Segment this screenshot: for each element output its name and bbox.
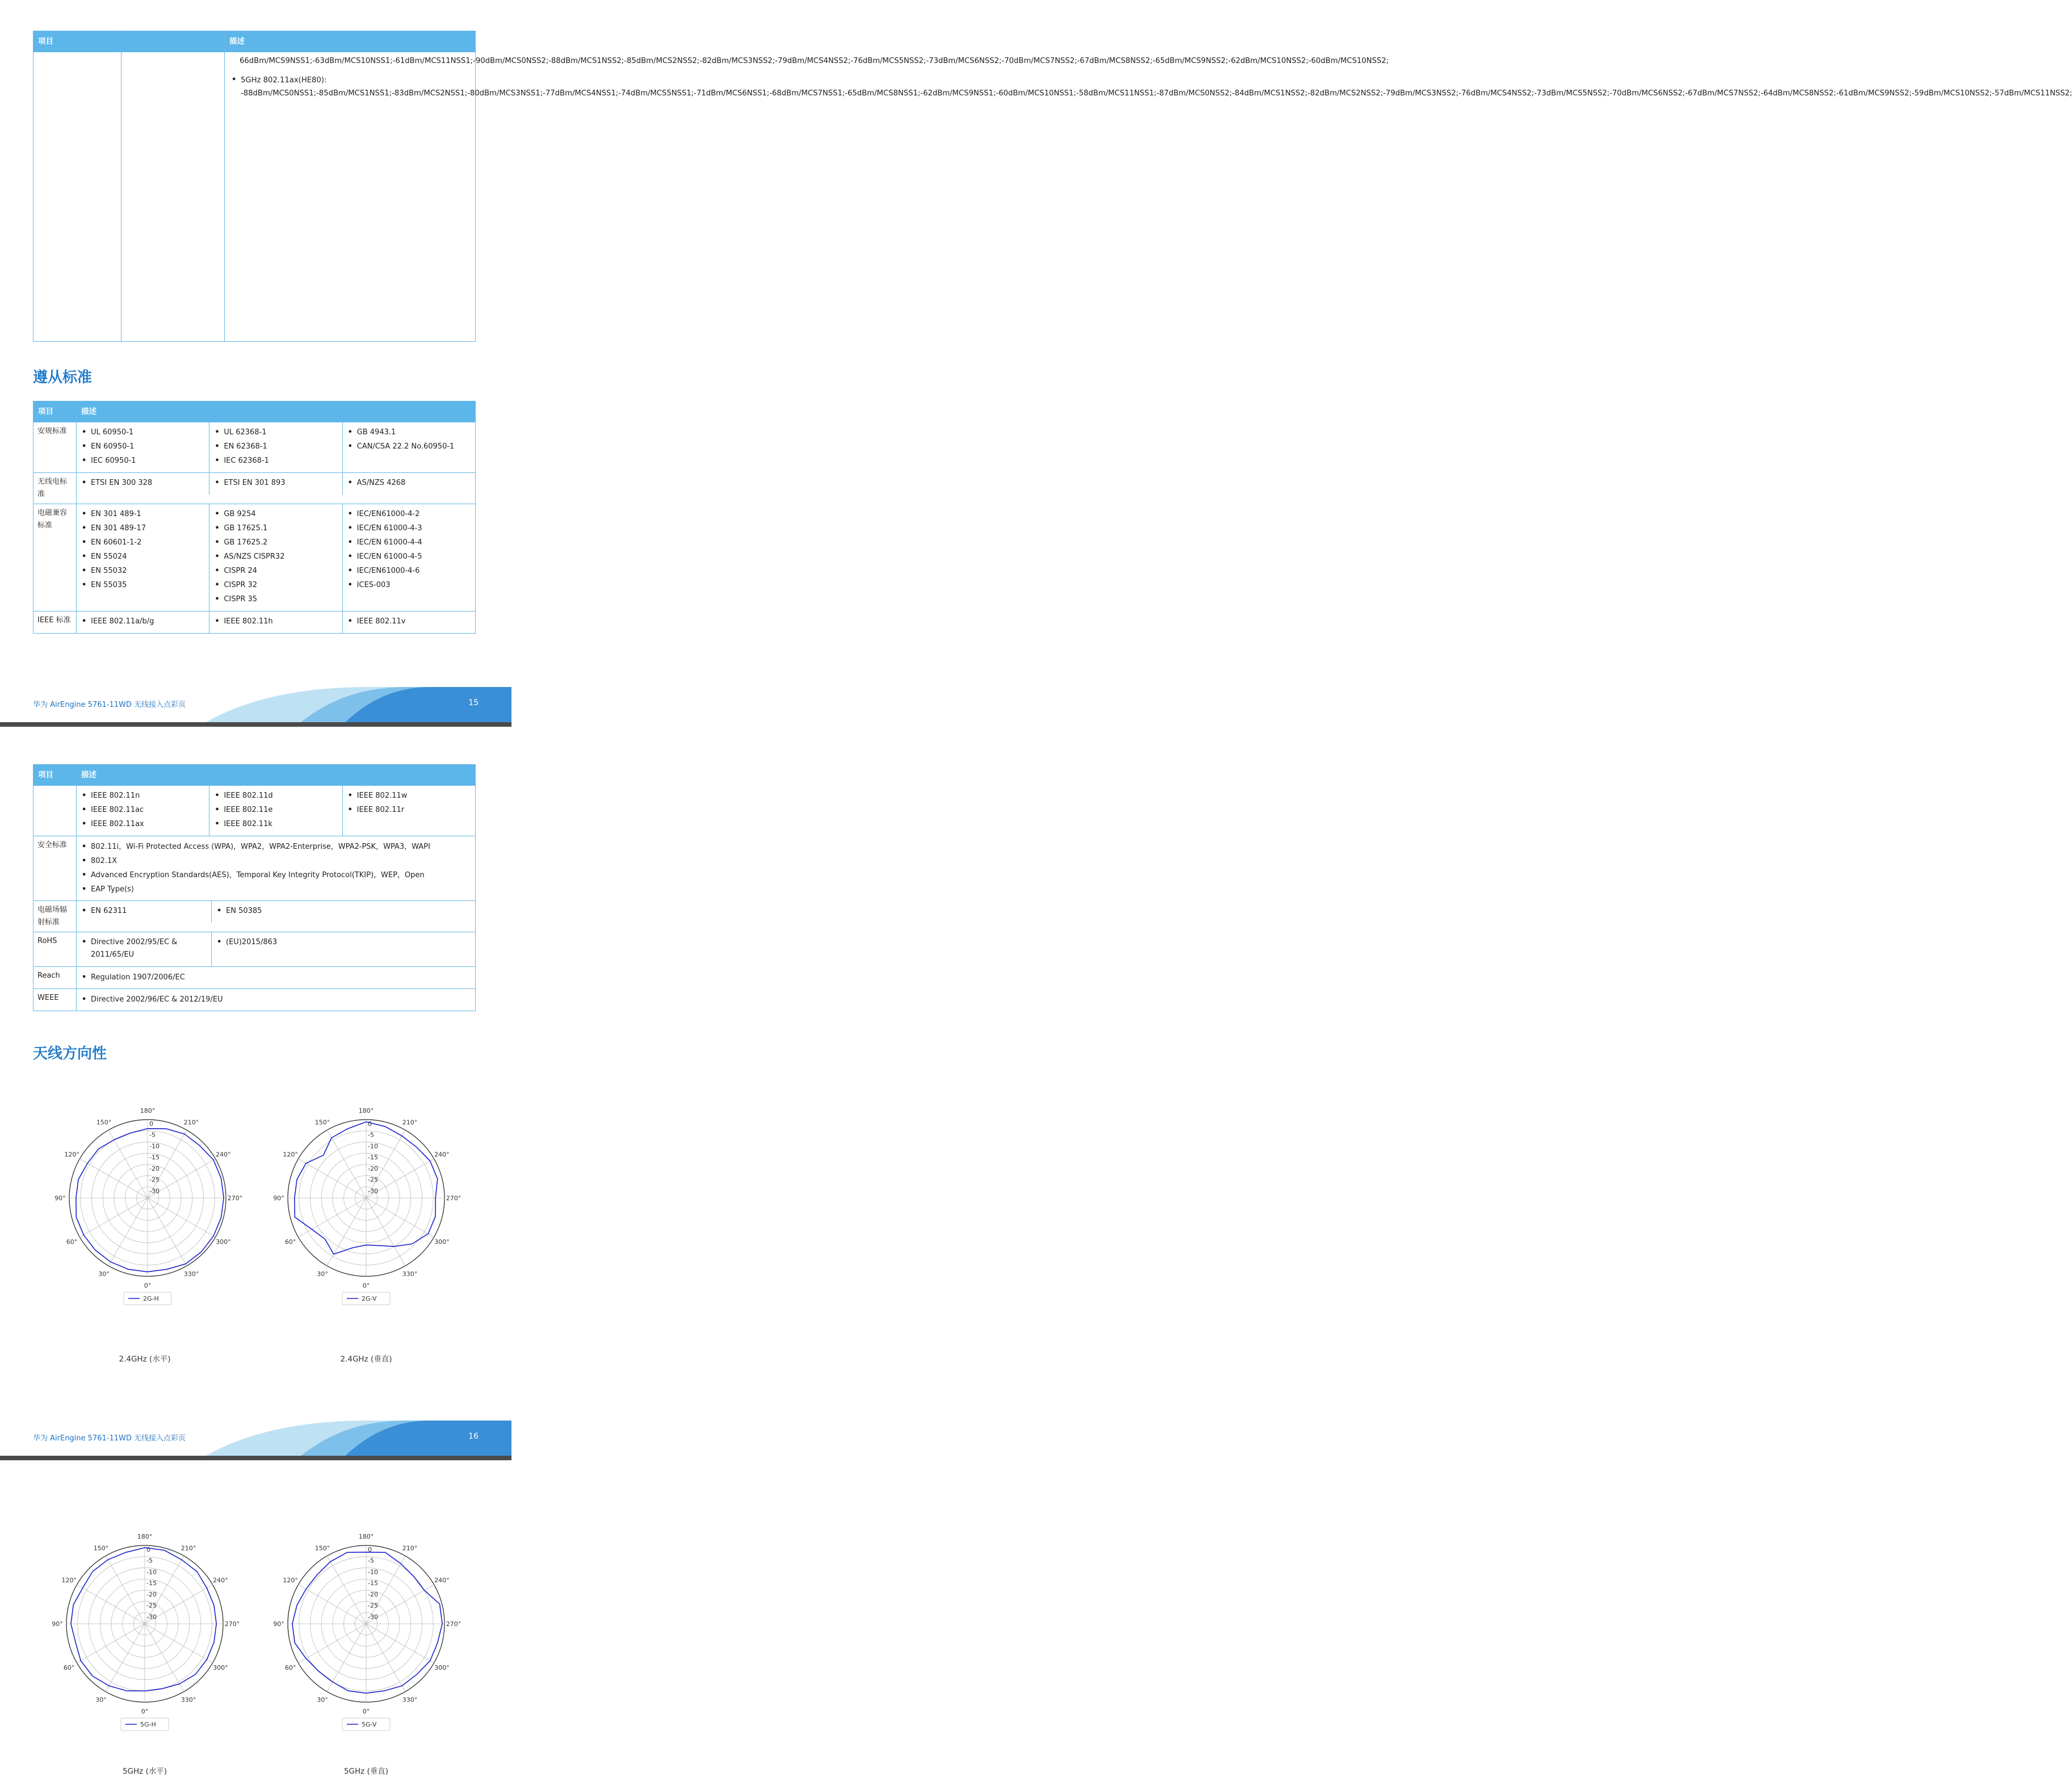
angle-label: 210° xyxy=(183,1118,199,1126)
list-item: • ETSI EN 300 328 xyxy=(81,477,205,489)
row-label: 安全标准 xyxy=(33,836,77,901)
series-line-2g-h xyxy=(76,1129,224,1272)
angle-label: 0° xyxy=(362,1708,370,1715)
angle-label: 300° xyxy=(434,1238,450,1246)
radial-tick-label: -15 xyxy=(368,1154,378,1162)
list-item: • GB 17625.2 xyxy=(213,537,338,549)
standards-column xyxy=(343,611,475,633)
angle-label: 300° xyxy=(216,1238,231,1246)
polar-chart-2g-v xyxy=(273,1107,462,1317)
angle-label: 30° xyxy=(98,1270,110,1278)
standards-column xyxy=(343,786,475,836)
angle-label: 90° xyxy=(52,1620,63,1628)
list-item: • IEEE 802.11k xyxy=(213,818,338,831)
angle-label: 0° xyxy=(362,1282,370,1289)
radial-tick-label: -10 xyxy=(146,1568,157,1576)
angle-label: 90° xyxy=(54,1195,66,1202)
row-label: 无线电标准 xyxy=(33,473,77,504)
row-label: RoHS xyxy=(33,932,77,967)
list-item: • CAN/CSA 22.2 No.60950-1 xyxy=(347,441,471,453)
row-ieee-cont xyxy=(33,786,476,836)
radial-tick-label: -30 xyxy=(149,1187,160,1195)
angle-label: 150° xyxy=(314,1118,330,1126)
angle-label: 300° xyxy=(434,1664,450,1671)
list-item: • IEC/EN61000-4-2 xyxy=(347,508,471,521)
chart-caption-5g-h: 5GHz (水平) xyxy=(122,1767,167,1776)
standards-column xyxy=(77,504,209,611)
standards-column xyxy=(77,473,209,495)
footer-band-16 xyxy=(0,1415,511,1460)
list-item: • Directive 2002/95/EC & 2011/65/EU xyxy=(81,936,207,961)
angle-label: 30° xyxy=(95,1696,107,1704)
angle-label: 120° xyxy=(283,1151,298,1158)
radial-tick-label: -25 xyxy=(368,1176,378,1184)
row-radio xyxy=(33,473,476,504)
angle-label: 30° xyxy=(317,1696,328,1704)
standards-column xyxy=(209,611,342,633)
col-header-desc: 描述 xyxy=(77,401,476,422)
list-item: • EAP Type(s) xyxy=(81,883,471,896)
list-item: • Advanced Encryption Standards(AES)，Temporal Key Integrity Protocol(TKIP)，WEP，Open xyxy=(81,869,471,882)
list-item: • CISPR 24 xyxy=(213,565,338,577)
row-label: IEEE 标准 xyxy=(33,611,77,634)
standards-column xyxy=(209,473,342,495)
row-reach xyxy=(33,967,476,989)
list-item: • AS/NZS CISPR32 xyxy=(213,551,338,563)
grid-spoke xyxy=(108,1130,148,1198)
row-label: 电磁兼容标准 xyxy=(33,504,77,611)
row-ieee xyxy=(33,611,476,634)
angle-label: 90° xyxy=(273,1620,284,1628)
radial-tick-label: -30 xyxy=(368,1613,378,1621)
list-item: • IEC/EN 61000-4-4 xyxy=(347,537,471,549)
grid-spoke xyxy=(145,1624,184,1692)
list-item: • Directive 2002/96/EC & 2012/19/EU xyxy=(81,994,471,1006)
grid-spoke xyxy=(145,1624,213,1663)
col-header-item: 项目 xyxy=(33,401,77,422)
angle-label: 30° xyxy=(317,1270,328,1278)
list-item: • 802.11i，Wi-Fi Protected Access (WPA)，WPA2，WPA2-Enterprise，WPA2-PSK，WPA3，WAPI xyxy=(81,841,471,853)
legend-label: 5G-H xyxy=(140,1721,156,1728)
standards-column xyxy=(343,504,475,611)
radial-tick-label: -20 xyxy=(149,1164,160,1172)
list-item: • GB 4943.1 xyxy=(347,426,471,439)
polar-chart-2g-h xyxy=(54,1107,243,1317)
legend-label: 5G-V xyxy=(362,1721,377,1728)
page-number: 16 xyxy=(468,1432,479,1441)
list-item: • IEC 62368-1 xyxy=(213,455,338,467)
list-item: • Regulation 1907/2006/EC xyxy=(81,971,471,984)
chart-caption-2g-v: 2.4GHz (垂直) xyxy=(340,1355,392,1364)
grid-spoke xyxy=(148,1198,187,1266)
list-item: • EN 62368-1 xyxy=(213,441,338,453)
polar-chart-svg xyxy=(273,1107,462,1317)
grid-spoke xyxy=(298,1159,366,1198)
angle-label: 150° xyxy=(96,1118,112,1126)
angle-label: 210° xyxy=(402,1544,418,1552)
empty-cell xyxy=(33,52,121,342)
col-header-item: 项目 xyxy=(33,31,121,52)
rx-sensitivity-para1: 66dBm/MCS9NSS1;-63dBm/MCS10NSS1;-61dBm/MCS11NSS1;-90dBm/MCS0NSS2;-88dBm/MCS1NSS2;-85dBm/MCS2NSS2;-82dBm/MCS3NSS2;-79dBm/MCS4NSS2;-76dBm/MCS5NSS2;-73dBm/MCS6NSS2;-70dBm/MCS7NSS2;-67dBm/MCS8NSS2;-65dBm/MCS9NSS2;-62dBm/MCS10NSS2;-60dBm/MCS10NSS2; xyxy=(240,57,1389,65)
col-header-desc: 描述 xyxy=(225,31,476,52)
list-item: • ICES-003 xyxy=(347,579,471,592)
grid-spoke xyxy=(298,1585,366,1624)
compliance-table-cont xyxy=(33,764,476,1011)
chart-caption-2g-h: 2.4GHz (水平) xyxy=(119,1355,171,1364)
angle-label: 330° xyxy=(402,1696,418,1704)
grid-spoke xyxy=(148,1198,216,1237)
list-item: • UL 62368-1 xyxy=(213,426,338,439)
list-item: • IEEE 802.11v xyxy=(347,615,471,628)
radial-tick-label: 0 xyxy=(146,1546,150,1553)
angle-label: 330° xyxy=(181,1696,196,1704)
angle-label: 240° xyxy=(213,1577,228,1584)
page-17 xyxy=(0,1465,511,1789)
empty-cell xyxy=(33,786,77,836)
page-15 xyxy=(0,0,2072,696)
standards-column xyxy=(209,504,342,611)
standards-column xyxy=(77,932,212,966)
angle-label: 240° xyxy=(216,1151,231,1158)
col-header-blank xyxy=(121,31,225,52)
footer-band-15 xyxy=(0,681,511,727)
row-security xyxy=(33,836,476,901)
standards-column xyxy=(212,901,475,923)
standards-column xyxy=(77,611,209,633)
list-item: • EN 60950-1 xyxy=(81,441,205,453)
grid-spoke xyxy=(327,1198,366,1266)
list-item: • AS/NZS 4268 xyxy=(347,477,471,489)
angle-label: 270° xyxy=(446,1195,462,1202)
list-item: • IEEE 802.11ac xyxy=(81,804,205,816)
polar-chart-5g-v xyxy=(273,1533,462,1743)
standards-column xyxy=(212,932,475,966)
list-item: • ETSI EN 301 893 xyxy=(213,477,338,489)
row-emc xyxy=(33,504,476,611)
radial-tick-label: -25 xyxy=(368,1602,378,1610)
page-16 xyxy=(0,732,511,1448)
rx-sensitivity-table xyxy=(33,31,2072,342)
row-rohs xyxy=(33,932,476,967)
legend-label: 2G-V xyxy=(362,1295,377,1302)
list-item: • IEEE 802.11ax xyxy=(81,818,205,831)
row-weee xyxy=(33,989,476,1011)
grid-spoke xyxy=(327,1130,366,1198)
grid-spoke xyxy=(79,1198,148,1237)
list-item: • EN 55032 xyxy=(81,565,205,577)
row-label: 电磁场辐射标准 xyxy=(33,901,77,932)
angle-label: 270° xyxy=(224,1620,240,1628)
rx-sensitivity-cell xyxy=(225,52,2072,342)
angle-label: 120° xyxy=(283,1577,298,1584)
angle-label: 150° xyxy=(93,1544,109,1552)
standards-column xyxy=(77,422,209,472)
list-item: • IEC/EN61000-4-6 xyxy=(347,565,471,577)
list-item: • IEC 60950-1 xyxy=(81,455,205,467)
list-item: • IEC/EN 61000-4-5 xyxy=(347,551,471,563)
radial-tick-label: -20 xyxy=(146,1590,157,1598)
radial-tick-label: -30 xyxy=(368,1187,378,1195)
list-item: • EN 55024 xyxy=(81,551,205,563)
angle-label: 240° xyxy=(434,1577,450,1584)
angle-label: 330° xyxy=(402,1270,418,1278)
radial-tick-label: -10 xyxy=(368,1568,378,1576)
list-item: • EN 301 489-17 xyxy=(81,522,205,535)
list-item: • EN 50385 xyxy=(216,905,471,917)
radial-tick-label: -15 xyxy=(146,1579,157,1587)
polar-chart-svg xyxy=(54,1107,243,1317)
angle-label: 60° xyxy=(66,1238,78,1246)
angle-label: 270° xyxy=(227,1195,243,1202)
angle-label: 150° xyxy=(314,1544,330,1552)
row-label: WEEE xyxy=(33,989,77,1011)
legend-label: 2G-H xyxy=(143,1295,159,1302)
standards-column xyxy=(209,422,342,472)
angle-label: 270° xyxy=(446,1620,462,1628)
list-item: • IEEE 802.11e xyxy=(213,804,338,816)
radial-tick-label: -25 xyxy=(149,1176,160,1184)
compliance-table xyxy=(33,401,476,634)
list-item: • GB 9254 xyxy=(213,508,338,521)
angle-label: 60° xyxy=(284,1238,296,1246)
col-header-item: 项目 xyxy=(33,765,77,786)
list-item: • CISPR 32 xyxy=(213,579,338,592)
radial-tick-label: -15 xyxy=(149,1154,160,1162)
grid-spoke xyxy=(298,1624,366,1663)
series-line-5g-h xyxy=(71,1548,216,1691)
radial-tick-label: -20 xyxy=(368,1164,378,1172)
list-item: • EN 301 489-1 xyxy=(81,508,205,521)
standards-column xyxy=(77,901,212,923)
angle-label: 90° xyxy=(273,1195,284,1202)
radial-tick-label: 0 xyxy=(368,1546,372,1553)
standards-column xyxy=(209,786,342,836)
radial-tick-label: -5 xyxy=(368,1557,374,1565)
grid-spoke xyxy=(366,1624,434,1663)
standards-column xyxy=(343,422,475,472)
grid-spoke xyxy=(106,1556,145,1624)
list-item: • IEEE 802.11d xyxy=(213,790,338,802)
angle-label: 330° xyxy=(183,1270,199,1278)
rx-sensitivity-list xyxy=(230,74,2072,100)
grid-spoke xyxy=(77,1585,145,1624)
radial-tick-label: 0 xyxy=(368,1120,372,1128)
grid-spoke xyxy=(77,1624,145,1663)
standards-column xyxy=(343,473,475,495)
angle-label: 240° xyxy=(434,1151,450,1158)
radial-tick-label: -15 xyxy=(368,1579,378,1587)
list-item: • IEC/EN 61000-4-3 xyxy=(347,522,471,535)
radial-tick-label: 0 xyxy=(149,1120,153,1128)
radial-tick-label: -10 xyxy=(368,1142,378,1150)
list-item: • IEEE 802.11n xyxy=(81,790,205,802)
list-item: • (EU)2015/863 xyxy=(216,936,471,949)
angle-label: 180° xyxy=(137,1533,153,1540)
list-item: • IEEE 802.11h xyxy=(213,615,338,628)
grid-spoke xyxy=(108,1198,148,1266)
angle-label: 210° xyxy=(181,1544,196,1552)
angle-label: 120° xyxy=(64,1151,79,1158)
grid-spoke xyxy=(79,1159,148,1198)
angle-label: 0° xyxy=(141,1708,149,1715)
footer-title: 华为 AirEngine 5761-11WD 无线接入点彩页 xyxy=(33,1434,186,1443)
list-item: • CISPR 35 xyxy=(213,593,338,606)
list-item: • 802.1X xyxy=(81,855,471,868)
list-item: • IEEE 802.11r xyxy=(347,804,471,816)
page-number: 15 xyxy=(468,698,479,707)
section-title-antenna: 天线方向性 xyxy=(33,1045,107,1062)
polar-chart-5g-h xyxy=(52,1533,240,1743)
row-label: Reach xyxy=(33,967,77,989)
angle-label: 0° xyxy=(144,1282,152,1289)
list-item: • UL 60950-1 xyxy=(81,426,205,439)
list-item: • EN 60601-1-2 xyxy=(81,537,205,549)
section-title-compliance: 遵从标准 xyxy=(33,369,93,386)
row-emf xyxy=(33,901,476,932)
grid-spoke xyxy=(366,1624,405,1692)
footer-title: 华为 AirEngine 5761-11WD 无线接入点彩页 xyxy=(33,701,186,709)
radial-tick-label: -5 xyxy=(368,1131,374,1139)
polar-chart-svg xyxy=(52,1533,240,1743)
angle-label: 60° xyxy=(284,1664,296,1671)
angle-label: 60° xyxy=(63,1664,75,1671)
radial-tick-label: -10 xyxy=(149,1142,160,1150)
polar-chart-svg xyxy=(273,1533,462,1743)
radial-tick-label: -25 xyxy=(146,1602,157,1610)
list-item: • IEEE 802.11a/b/g xyxy=(81,615,205,628)
grid-spoke xyxy=(106,1624,145,1692)
angle-label: 180° xyxy=(358,1107,374,1115)
rx-sensitivity-para2: • 5GHz 802.11ax(HE80): -88dBm/MCS0NSS1;-85dBm/MCS1NSS1;-83dBm/MCS2NSS1;-80dBm/MCS3NSS1;-77dBm/MCS4NSS1;-74dBm/MCS5NSS1;-71dBm/MCS6NSS1;-68dBm/MCS7NSS1;-65dBm/MCS8NSS1;-62dBm/MCS9NSS1;-60dBm/MCS10NSS1;-58dBm/MCS11NSS1;-87dBm/MCS0NSS2;-84dBm/MCS1NSS2;-82dBm/MCS2NSS2;-79dBm/MCS3NSS2;-76dBm/MCS4NSS2;-73dBm/MCS5NSS2;-70dBm/MCS6NSS2;-67dBm/MCS7NSS2;-64dBm/MCS8NSS2;-61dBm/MCS9NSS2;-59dBm/MCS10NSS2;-57dBm/MCS11NSS2; xyxy=(230,74,468,100)
angle-label: 180° xyxy=(358,1533,374,1540)
angle-label: 210° xyxy=(402,1118,418,1126)
list-item: • EN 55035 xyxy=(81,579,205,592)
radial-tick-label: -30 xyxy=(146,1613,157,1621)
list-item: • IEEE 802.11w xyxy=(347,790,471,802)
list-item: • GB 17625.1 xyxy=(213,522,338,535)
angle-label: 180° xyxy=(140,1107,156,1115)
row-label: 安规标准 xyxy=(33,422,77,473)
angle-label: 300° xyxy=(213,1664,228,1671)
series-line-5g-v xyxy=(292,1552,442,1693)
empty-cell xyxy=(121,52,225,342)
list-item: • EN 62311 xyxy=(81,905,207,917)
grid-spoke xyxy=(327,1624,366,1692)
radial-tick-label: -5 xyxy=(149,1131,156,1139)
col-header-desc: 描述 xyxy=(77,765,476,786)
angle-label: 120° xyxy=(61,1577,77,1584)
chart-caption-5g-v: 5GHz (垂直) xyxy=(343,1767,389,1776)
grid-spoke xyxy=(366,1198,405,1266)
radial-tick-label: -5 xyxy=(146,1557,153,1565)
radial-tick-label: -20 xyxy=(368,1590,378,1598)
grid-spoke xyxy=(327,1556,366,1624)
standards-column xyxy=(77,786,209,836)
grid-spoke xyxy=(366,1198,434,1237)
row-safety xyxy=(33,422,476,473)
grid-spoke xyxy=(298,1198,366,1237)
